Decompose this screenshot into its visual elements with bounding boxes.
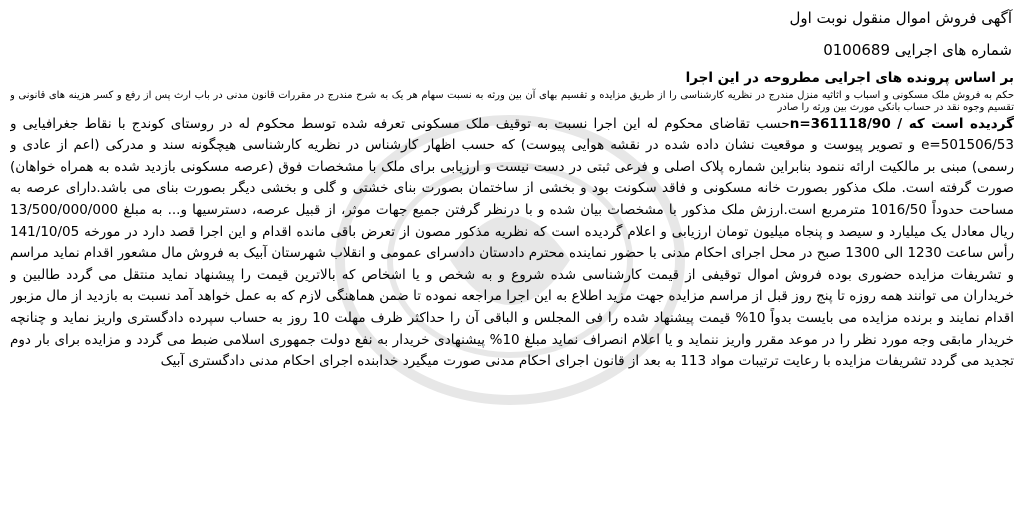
notice-paragraph-text: حسب تقاضای محکوم له این اجرا نسبت به توقیف ملک مسکونی تعرفه شده توسط محکوم له در روستای کوندج با نقاط جغرافیایی و e=501506/53 و تصویر پیوست و موقعیت نشان داده شده در نقشه هوایی پیوست) که حسب اظهار کارشناس در نظریه کارشناسی هیچگونه سند و مدرکی (اعم از عادی و رسمی) مبنی بر مالکیت ارائه ننمود بنابراین شماره پلاک اصلی و فرعی ثبتی در دست نیست و ارزیابی برای ملک با مشخصات فوق (عرصه مسکونی بازدید شده به همراه خواهان) صورت گرفته است. ملک مذکور بصورت خانه مسکونی و فاقد سکونت بود و بخشی از ساختمان بصورت بنای خشتی و گلی و بخشی دیگر بصورت بنای می باشد.دارای عرصه به مساحت حدوداً 1016/50 مترمربع است.ارزش ملک مذکور با مشخصات بیان شده و با درنظر گرفتن جمیع جهات موثر، از قبیل عرصه، دسترسیها و... به مبلغ 13/500/000/000 ریال معادل یک میلیارد و سیصد و پنجاه میلیون تومان ارزیابی و اعلام گردیده است که نظریه مذکور مصون از تعرض باقی مانده اقدام و این اجرا قصد دارد در مورخه 141/10/05 رأس ساعت 1230 الی 1300 صبح در محل اجرای احکام مدنی با حضور نماینده محترم دادستان دادسرای عمومی و انقلاب شهرستان آبیک به فروش مال مشعور اقدام نماید مراسم و تشریفات مزایده حضوری بوده فروش اموال توقیفی از قیمت کارشناسی شده شروع و به شخص و یا اشخاص که بالاترین قیمت را پیشنهاد نماید منتقل می گردد طالبین و خریداران می توانند همه روزه تا پنج روز قبل از مراسم مزایده جهت مزید اطلاع به این اجرا مراجعه نموده تا ضمن هماهنگی لازم که به عمل خواهد آمد نسبت به بازدید از مال مزبور اقدام نمایند و برنده مزایده می بایست بدواً 10% قیمت پیشنهاد شده را فی المجلس و الباقی آن را حداکثر ظرف مهلت 10 روز به حساب سپرده دادگستری واریز نماید و چنانچه خریدار مابقی وجه مورد نظر را در موعد مقرر واریز ننماید و یا اعلام انصراف نماید مبلغ 10% پیشنهادی خریدار به نفع دولت جمهوری اسلامی ضبط می گردد و مزایده برای بار دوم تجدید می گردد تشریفات مزایده با رعایت ترتیبات مواد 113 به بعد از قانون اجرای احکام مدنی صورت میگیرد خدابنده اجرای احکام مدنی دادگستری آبیک: [10, 115, 1014, 370]
notice-body: [10, 68, 1014, 516]
notice-paragraph: [10, 114, 1014, 373]
notice-title: آگهی فروش اموال منقول نوبت اول: [789, 9, 1012, 27]
enforcement-number: شماره های اجرایی 0100689: [823, 41, 1012, 59]
notice-lead: بر اساس پرونده های اجرایی مطروحه در این اجرا: [685, 70, 1014, 86]
notice-case-number: گردیده است که / 361118/90=n: [789, 115, 1014, 132]
notice-lead-detail: حکم به فروش ملک مسکونی و اسباب و اثاثیه منزل مندرج در نظریه کارشناسی را از طریق مزایده و تقسیم بهای آن بین ورثه به نسبت سهام هر یک به شرح مندرج در مقررات قانون مدنی در باب ارث پس از رفع و کسر هزینه های قانونی و تقسیم وجوه نقد در حساب بانکی مورث بین ورثه را صادر: [10, 89, 1014, 113]
